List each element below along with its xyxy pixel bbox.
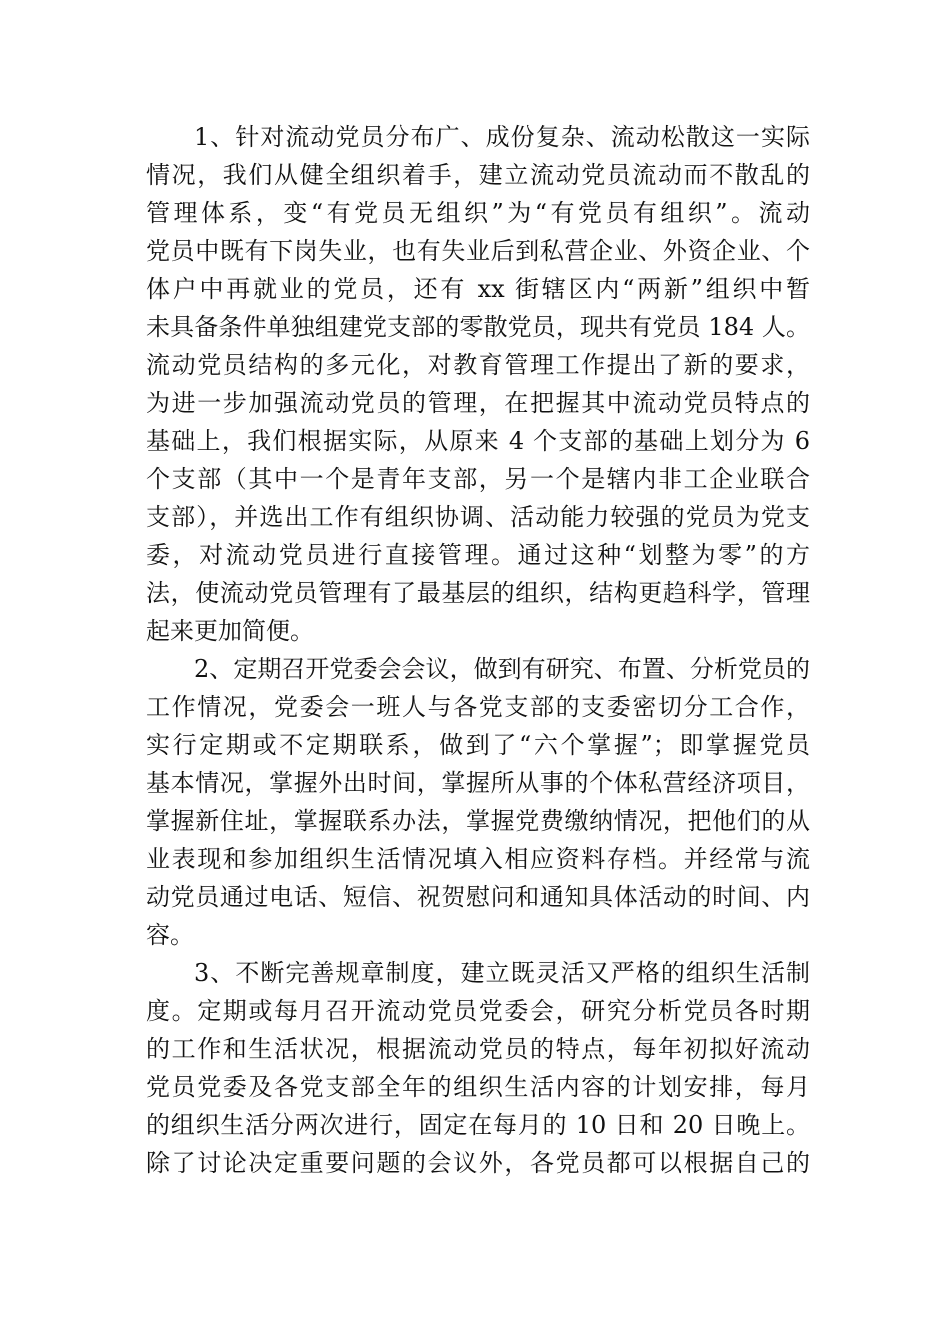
text-line: 业表现和参加组织生活情况填入相应资料存档。并经常与流	[146, 845, 810, 873]
paragraph-3	[146, 954, 810, 1182]
text-line: 流动党员结构的多元化，对教育管理工作提出了新的要求，	[146, 351, 810, 379]
paragraph-1	[146, 118, 810, 650]
text-line: 体户中再就业的党员，还有 xx 街辖区内“两新”组织中暂	[146, 275, 810, 303]
text-line: 基本情况，掌握外出时间，掌握所从事的个体私营经济项目，	[146, 769, 810, 797]
text-line: 委，对流动党员进行直接管理。通过这种“划整为零”的方	[146, 541, 810, 569]
text-line: 党员党委及各党支部全年的组织生活内容的计划安排，每月	[146, 1073, 810, 1101]
text-line: 实行定期或不定期联系，做到了“六个掌握”；即掌握党员	[146, 731, 810, 759]
text-line: 基础上，我们根据实际，从原来 4 个支部的基础上划分为 6	[146, 427, 810, 455]
text-line: 除了讨论决定重要问题的会议外，各党员都可以根据自己的	[146, 1149, 810, 1177]
text-line: 动党员通过电话、短信、祝贺慰问和通知具体活动的时间、内	[146, 883, 810, 911]
text-line: 支部），并选出工作有组织协调、活动能力较强的党员为党支	[146, 503, 810, 531]
paragraph-2	[146, 650, 810, 954]
text-line: 容。	[146, 921, 194, 949]
text-line: 为进一步加强流动党员的管理，在把握其中流动党员特点的	[146, 389, 810, 417]
text-line: 1、针对流动党员分布广、成份复杂、流动松散这一实际	[194, 123, 810, 151]
text-line: 度。定期或每月召开流动党员党委会，研究分析党员各时期	[146, 997, 810, 1025]
text-line: 未具备条件单独组建党支部的零散党员，现共有党员 184 人。	[146, 313, 810, 341]
text-line: 3、不断完善规章制度，建立既灵活又严格的组织生活制	[194, 959, 810, 987]
text-line: 党员中既有下岗失业，也有失业后到私营企业、外资企业、个	[146, 237, 810, 265]
document-body	[146, 118, 810, 1182]
text-line: 个支部（其中一个是青年支部，另一个是辖内非工企业联合	[146, 465, 810, 493]
text-line: 2、定期召开党委会会议，做到有研究、布置、分析党员的	[194, 655, 810, 683]
text-line: 起来更加简便。	[146, 617, 314, 645]
text-line: 管理体系，变“有党员无组织”为“有党员有组织”。流动	[146, 199, 810, 227]
text-line: 掌握新住址，掌握联系办法，掌握党费缴纳情况，把他们的从	[146, 807, 810, 835]
text-line: 的组织生活分两次进行，固定在每月的 10 日和 20 日晚上。	[146, 1111, 810, 1139]
text-line: 情况，我们从健全组织着手，建立流动党员流动而不散乱的	[146, 161, 810, 189]
text-line: 的工作和生活状况，根据流动党员的特点，每年初拟好流动	[146, 1035, 810, 1063]
text-line: 法，使流动党员管理有了最基层的组织，结构更趋科学，管理	[146, 579, 810, 607]
text-line: 工作情况，党委会一班人与各党支部的支委密切分工合作，	[146, 693, 810, 721]
